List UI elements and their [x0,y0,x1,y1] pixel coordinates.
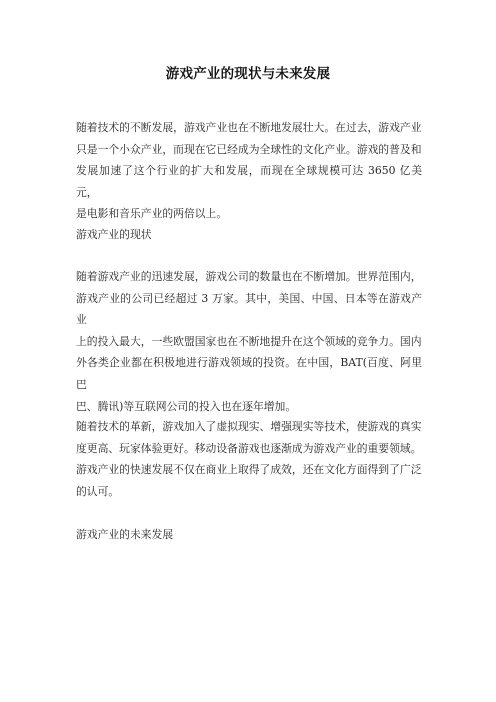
document-title: 游戏产业的现状与未来发展 [165,66,331,82]
current-paragraph-2: 随着技术的革新，游戏加入了虚拟现实、增强现实等技术，使游戏的真实 度更高、玩家体验更好。移动设备游戏也逐渐成为游戏产业的重要领域。 游戏产业的快速发展不仅在商业上取得了成效，还在文化方面得到了广泛 的认可。 [76,420,422,498]
intro-paragraph: 随着技术的不断发展，游戏产业也在不断地发展壮大。在过去，游戏产业 只是一个小众产业，而现在它已经成为全球性的文化产业。游戏的普及和 发展加速了这个行业的扩大和发展，而现在全球规模可达 3650 亿美元， 是电影和音乐产业的两倍以上。 [76,121,422,221]
section-heading-future: 游戏产业的未来发展 [76,528,174,541]
current-paragraph-1: 随着游戏产业的迅速发展，游戏公司的数量也在不断增加。世界范围内， 游戏产业的公司已经超过 3 万家。其中，美国、中国、日本等在游戏产业 上的投入最大，一些欧盟国家也在不断地提升在这个领域的竞争力。国内 外各类企业都在积极地进行游戏领域的投资。在中国，BAT(百度、阿里巴 巴、腾讯)等互联网公司的投入也在逐年增加。 [76,270,422,413]
section-heading-current: 游戏产业的现状 [76,228,152,241]
